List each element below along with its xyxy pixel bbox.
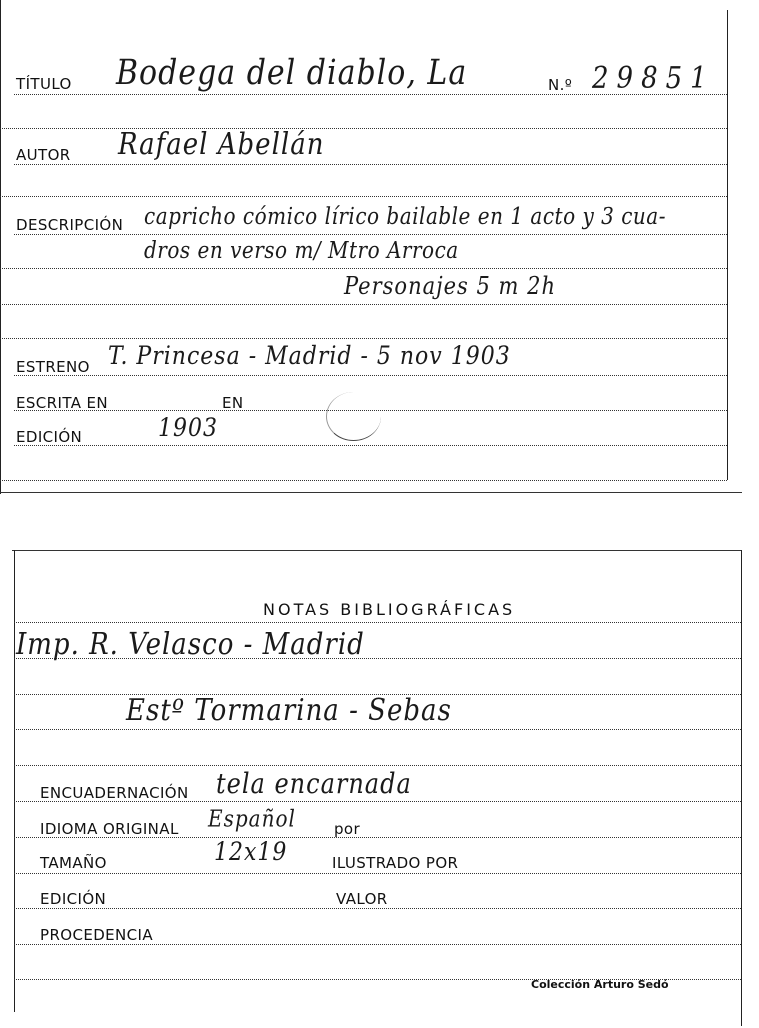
card-right-edge [741,550,742,1026]
descripcion-line3: Personajes 5 m 2h [344,272,557,300]
rule-line [14,729,741,730]
rule-line [14,445,727,446]
descripcion-label: DESCRIPCIÓN [16,216,124,234]
card-right-edge [727,10,728,480]
estreno-value: T. Princesa - Madrid - 5 nov 1903 [108,342,511,371]
ink-stamp-mark [326,392,381,441]
rule-line [0,128,727,129]
rule-line [14,944,741,945]
encuadernacion-label: ENCUADERNACIÓN [40,784,189,802]
catalog-card-bottom [0,546,759,1028]
rule-line [14,234,727,235]
escrita-en-label: ESCRITA EN [16,394,109,412]
ilustrado-label: ILUSTRADO POR [332,854,459,872]
rule-line [0,196,727,197]
card-left-edge [14,550,15,1012]
rule-line [0,268,727,269]
encuadernacion-value: tela encarnada [216,767,412,800]
rule-line [14,908,741,909]
notas-heading: NOTAS BIBLIOGRÁFICAS [263,600,516,619]
valor-label: VALOR [336,890,388,908]
titulo-label: TÍTULO [16,75,72,93]
rule-line [0,480,727,481]
rule-line [14,375,727,376]
rule-line [0,304,727,305]
edicion-label: EDICIÓN [40,890,107,908]
card-bottom-edge [0,492,742,493]
collection-footer: Colección Arturo Sedó [531,978,669,991]
idioma-value: Español [208,804,296,832]
autor-value: Rafael Abellán [118,127,325,162]
en-label: EN [222,394,244,412]
edicion-label: EDICIÓN [16,428,83,446]
titulo-value: Bodega del diablo, La [116,52,468,93]
autor-label: AUTOR [16,146,71,164]
card-top-edge [12,550,742,551]
tamano-label: TAMAÑO [40,854,107,872]
rule-line [14,873,741,874]
tamano-value: 12x19 [214,838,288,867]
card-left-edge [0,0,1,494]
descripcion-line2: dros en verso m/ Mtro Arroca [144,236,459,264]
edicion-value: 1903 [158,414,218,443]
procedencia-label: PROCEDENCIA [40,926,154,944]
numero-label: N.º [548,76,573,94]
notes-line1: Imp. R. Velasco - Madrid [16,627,365,662]
rule-line [14,622,741,623]
por-label: por [334,820,361,838]
rule-line [14,765,741,766]
idioma-label: IDIOMA ORIGINAL [40,820,179,838]
catalog-card-top [0,0,759,494]
descripcion-line1: capricho cómico lírico bailable en 1 acto y 3 cua- [144,202,666,230]
numero-value: 29851 [592,61,715,96]
rule-line [14,164,727,165]
estreno-label: ESTRENO [16,358,90,376]
rule-line [0,338,727,339]
notes-line2: Estº Tormarina - Sebas [126,693,452,728]
